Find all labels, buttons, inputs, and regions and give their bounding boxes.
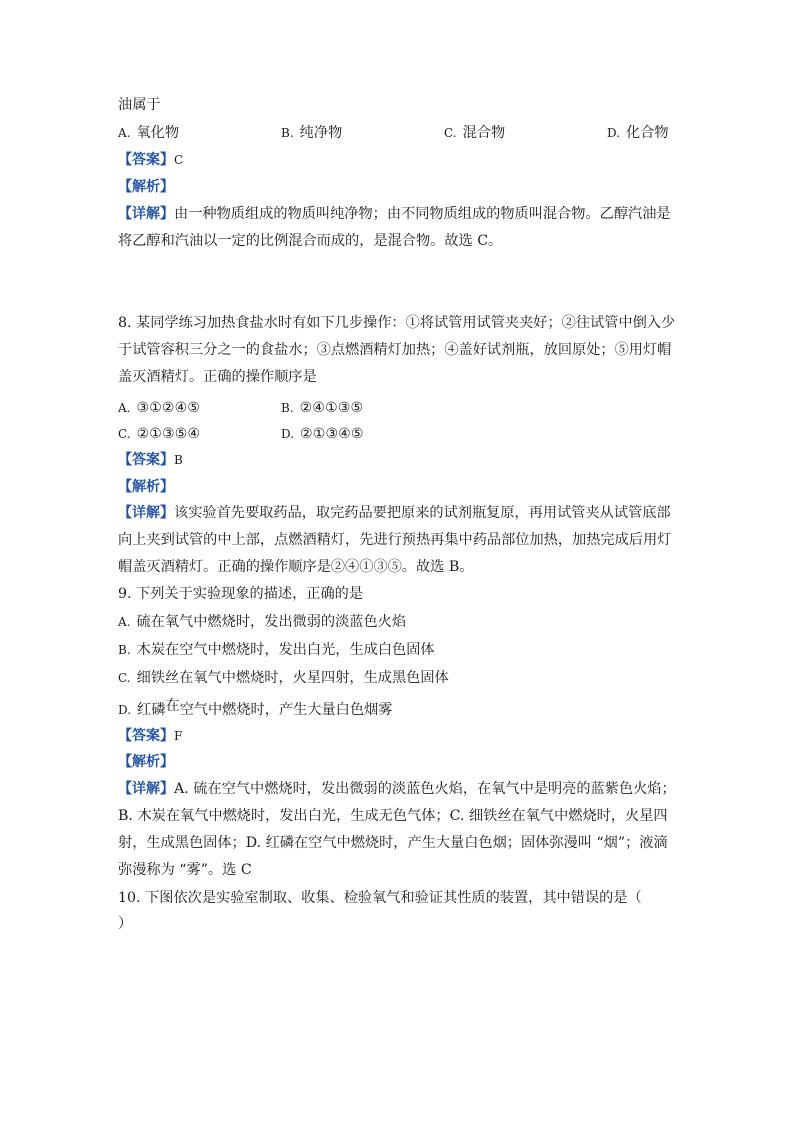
q9-detail-line-3: 射，生成黑色固体；D. 红磷在空气中燃烧时，产生大量白色烟；固体弥漫叫 “烟”；液滴 bbox=[118, 835, 668, 851]
answer-value: B bbox=[174, 453, 183, 467]
detail-tag: 【详解】 bbox=[118, 505, 174, 521]
q8-detail-line-3: 帽盖灭酒精灯。正确的操作顺序是②④①③⑤。故选 B。 bbox=[118, 559, 474, 575]
q9-detail-line-2: B. 木炭在氧气中燃烧时，发出白光，生成无色气体；C. 细铁丝在氧气中燃烧时，火星四 bbox=[118, 808, 668, 824]
q7-analysis-tag: 【解析】 bbox=[118, 179, 174, 195]
q9-option-c: C. 细铁丝在氧气中燃烧时，火星四射，生成黑色固体 bbox=[118, 670, 449, 686]
q8-answer bbox=[118, 450, 183, 470]
q8-detail-line-1: 【详解】该实验首先要取药品，取完药品要把原来的试剂瓶复原，再用试管夹从试管底部 bbox=[118, 505, 671, 521]
answer-value: C bbox=[174, 153, 184, 167]
q9-option-a: A. 硫在氧气中燃烧时，发出微弱的淡蓝色火焰 bbox=[118, 614, 407, 630]
q9-analysis-tag: 【解析】 bbox=[118, 754, 174, 770]
answer-tag: 【答案】 bbox=[118, 152, 174, 168]
q9-answer bbox=[118, 726, 182, 746]
q8-option-d: D. ②①③④⑤ bbox=[281, 426, 364, 442]
q10-stem-line-2: ） bbox=[118, 916, 133, 932]
q7-stem-tail: 油属于 bbox=[118, 97, 161, 113]
q7-detail-line-1: 【详解】由一种物质组成的物质叫纯净物；由不同物质组成的物质叫混合物。乙醇汽油是 bbox=[118, 206, 671, 222]
q9-option-d: D. 红磷在空气中燃烧时，产生大量白色烟雾 bbox=[118, 698, 393, 718]
q7-option-d: D. 化合物 bbox=[607, 125, 669, 141]
q8-analysis-tag: 【解析】 bbox=[118, 479, 174, 495]
q7-option-b: B. 纯净物 bbox=[281, 125, 343, 141]
q8-option-a: A. ③①②④⑤ bbox=[118, 400, 201, 416]
answer-tag: 【答案】 bbox=[118, 728, 174, 744]
q7-detail-line-2: 将乙醇和汽油以一定的比例混合而成的，是混合物。故选 C。 bbox=[118, 233, 503, 249]
detail-tag: 【详解】 bbox=[118, 781, 174, 797]
q9-detail-line-4: 弥漫称为 “雾”。选 C bbox=[118, 862, 252, 878]
answer-value: F bbox=[174, 729, 183, 743]
answer-tag: 【答案】 bbox=[118, 452, 174, 468]
q8-stem-line-3: 盖灭酒精灯。正确的操作顺序是 bbox=[118, 369, 317, 385]
q7-answer bbox=[118, 150, 183, 170]
q7-option-c: C. 混合物 bbox=[444, 125, 506, 141]
q8-detail-line-2: 向上夹到试管的中上部，点燃酒精灯，先进行预热再集中药品部位加热，加热完成后用灯 bbox=[118, 532, 672, 548]
q8-stem-line-2: 于试管容积三分之一的食盐水；③点燃酒精灯加热；④盖好试剂瓶，放回原处；⑤用灯帽 bbox=[118, 342, 672, 358]
detail-tag: 【详解】 bbox=[118, 206, 174, 222]
q9-stem: 9. 下列关于实验现象的描述，正确的是 bbox=[118, 586, 364, 602]
q7-option-a: A. 氧化物 bbox=[118, 125, 180, 141]
q9-option-b: B. 木炭在空气中燃烧时，发出白光，生成白色固体 bbox=[118, 642, 435, 658]
q9-detail-line-1: 【详解】A. 硫在空气中燃烧时，发出微弱的淡蓝色火焰，在氧气中是明亮的蓝紫色火焰； bbox=[118, 781, 676, 797]
q10-stem-line-1: 10. 下图依次是实验室制取、收集、检验氧气和验证其性质的装置，其中错误的是（ bbox=[118, 890, 642, 906]
q8-option-c: C. ②①③⑤④ bbox=[118, 426, 201, 442]
q8-stem-line-1: 8. 某同学练习加热食盐水时有如下几步操作：①将试管用试管夹夹好；②往试管中倒入少 bbox=[118, 315, 676, 331]
q8-option-b: B. ②④①③⑤ bbox=[281, 400, 364, 416]
